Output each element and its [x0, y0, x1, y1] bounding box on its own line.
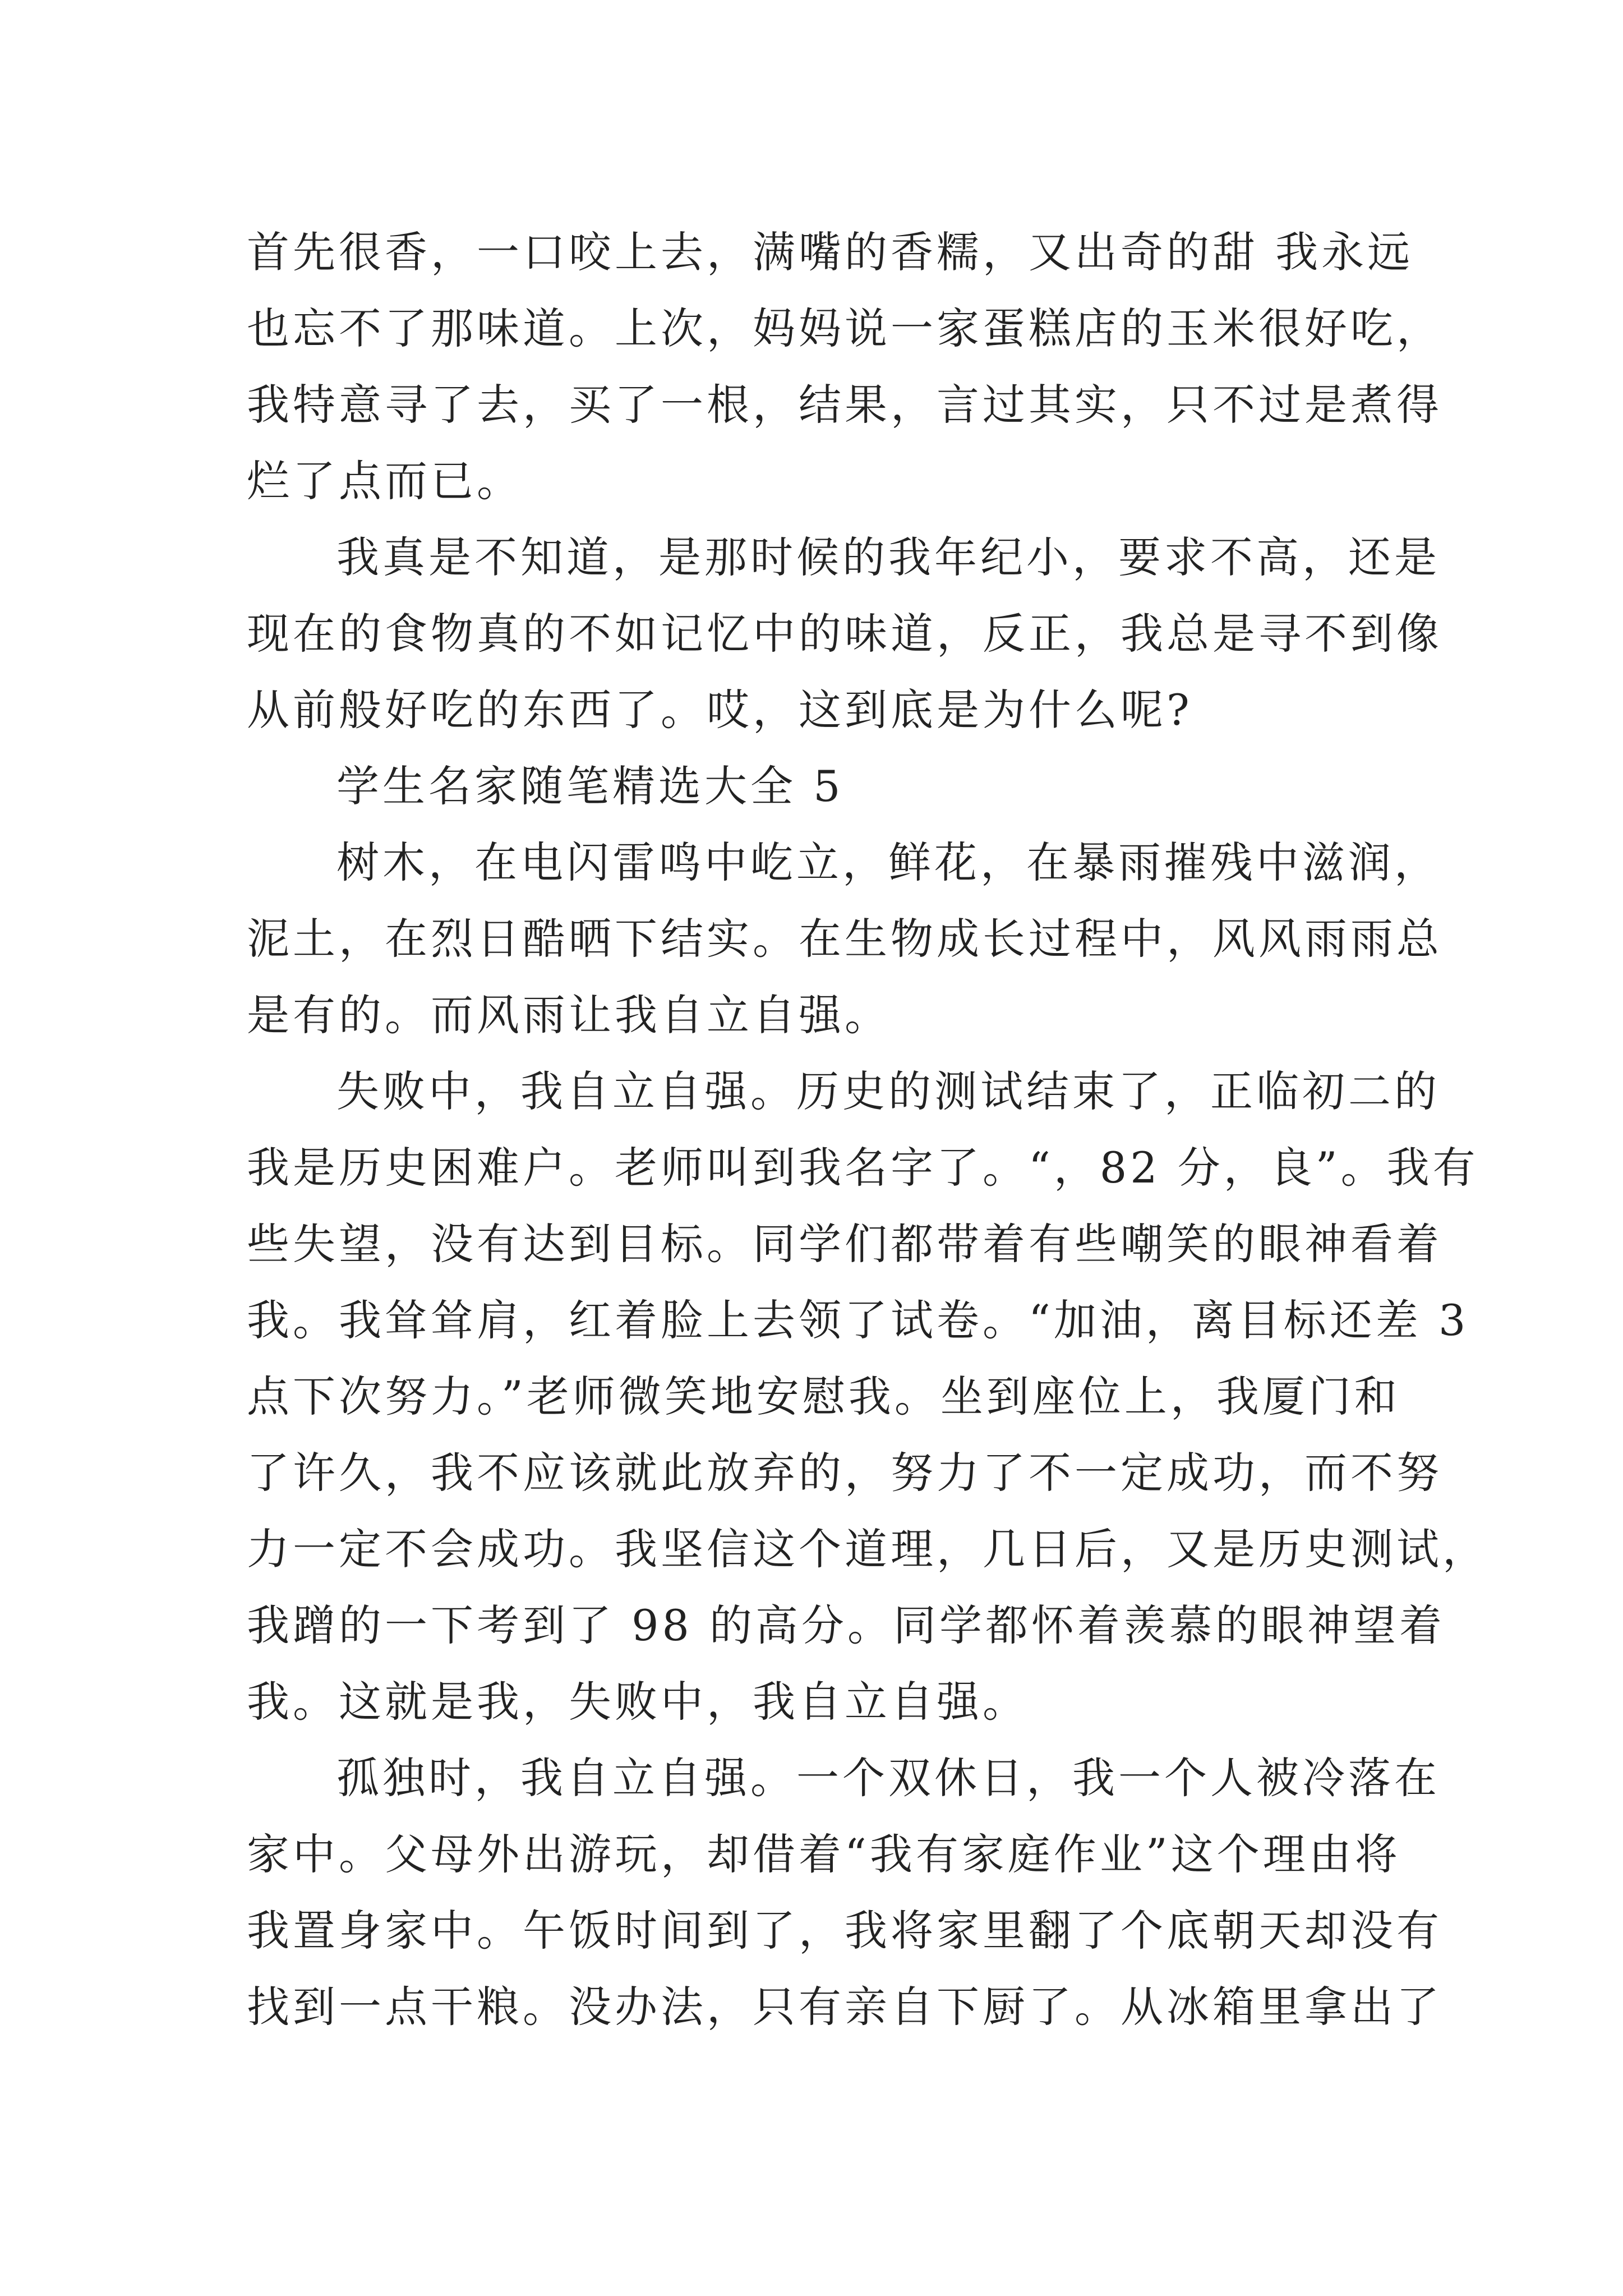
paragraph-first-line: 孤独时，我自立自强。一个双休日，我一个人被冷落在: [336, 1753, 1440, 1803]
text-line: 泥土，在烈日酷晒下结实。在生物成长过程中，风风雨雨总: [247, 914, 1442, 964]
text-line: 我。我耸耸肩，红着脸上去领了试卷。“加油，离目标还差 3: [247, 1295, 1469, 1345]
text-line: 从前般好吃的东西了。哎，这到底是为什么呢?: [247, 685, 1193, 735]
text-line: 些失望，没有达到目标。同学们都带着有些嘲笑的眼神看着: [247, 1219, 1442, 1269]
text-line: 我置身家中。午饭时间到了，我将家里翻了个底朝天却没有: [247, 1906, 1442, 1955]
text-line: 也忘不了那味道。上次，妈妈说一家蛋糕店的玉米很好吃，: [247, 303, 1442, 353]
text-line: 是有的。而风雨让我自立自强。: [247, 990, 891, 1040]
text-line: 我特意寻了去，买了一根，结果，言过其实，只不过是煮得: [247, 380, 1442, 430]
text-line: 家中。父母外出游玩，却借着“我有家庭作业”这个理由将: [247, 1829, 1401, 1879]
text-line: 我。这就是我，失败中，我自立自强。: [247, 1677, 1029, 1727]
text-line: 了许久，我不应该就此放弃的，努力了不一定成功，而不努: [247, 1448, 1442, 1498]
text-line: 现在的食物真的不如记忆中的味道，反正，我总是寻不到像: [247, 609, 1442, 659]
text-line: 我是历史困难户。老师叫到我名字了。“，82 分，良”。我有: [247, 1143, 1479, 1193]
text-line: 力一定不会成功。我坚信这个道理，几日后，又是历史测试，: [247, 1524, 1488, 1574]
text-line: 找到一点干粮。没办法，只有亲自下厨了。从冰箱里拿出了: [247, 1982, 1442, 2032]
text-line: 烂了点而已。: [247, 456, 523, 506]
text-line: 点下次努力。”老师微笑地安慰我。坐到座位上，我厦门和: [247, 1372, 1400, 1421]
section-heading: 学生名家随笔精选大全 5: [336, 761, 844, 811]
paragraph-first-line: 失败中，我自立自强。历史的测试结束了，正临初二的: [336, 1066, 1440, 1116]
text-line: 首先很香，一口咬上去，满嘴的香糯，又出奇的甜 我永远: [247, 227, 1414, 277]
paragraph-first-line: 树木，在电闪雷鸣中屹立，鲜花，在暴雨摧残中滋润，: [336, 838, 1440, 887]
text-line: 我蹭的一下考到了 98 的高分。同学都怀着羡慕的眼神望着: [247, 1600, 1446, 1650]
paragraph-first-line: 我真是不知道，是那时候的我年纪小，要求不高，还是: [336, 532, 1440, 582]
